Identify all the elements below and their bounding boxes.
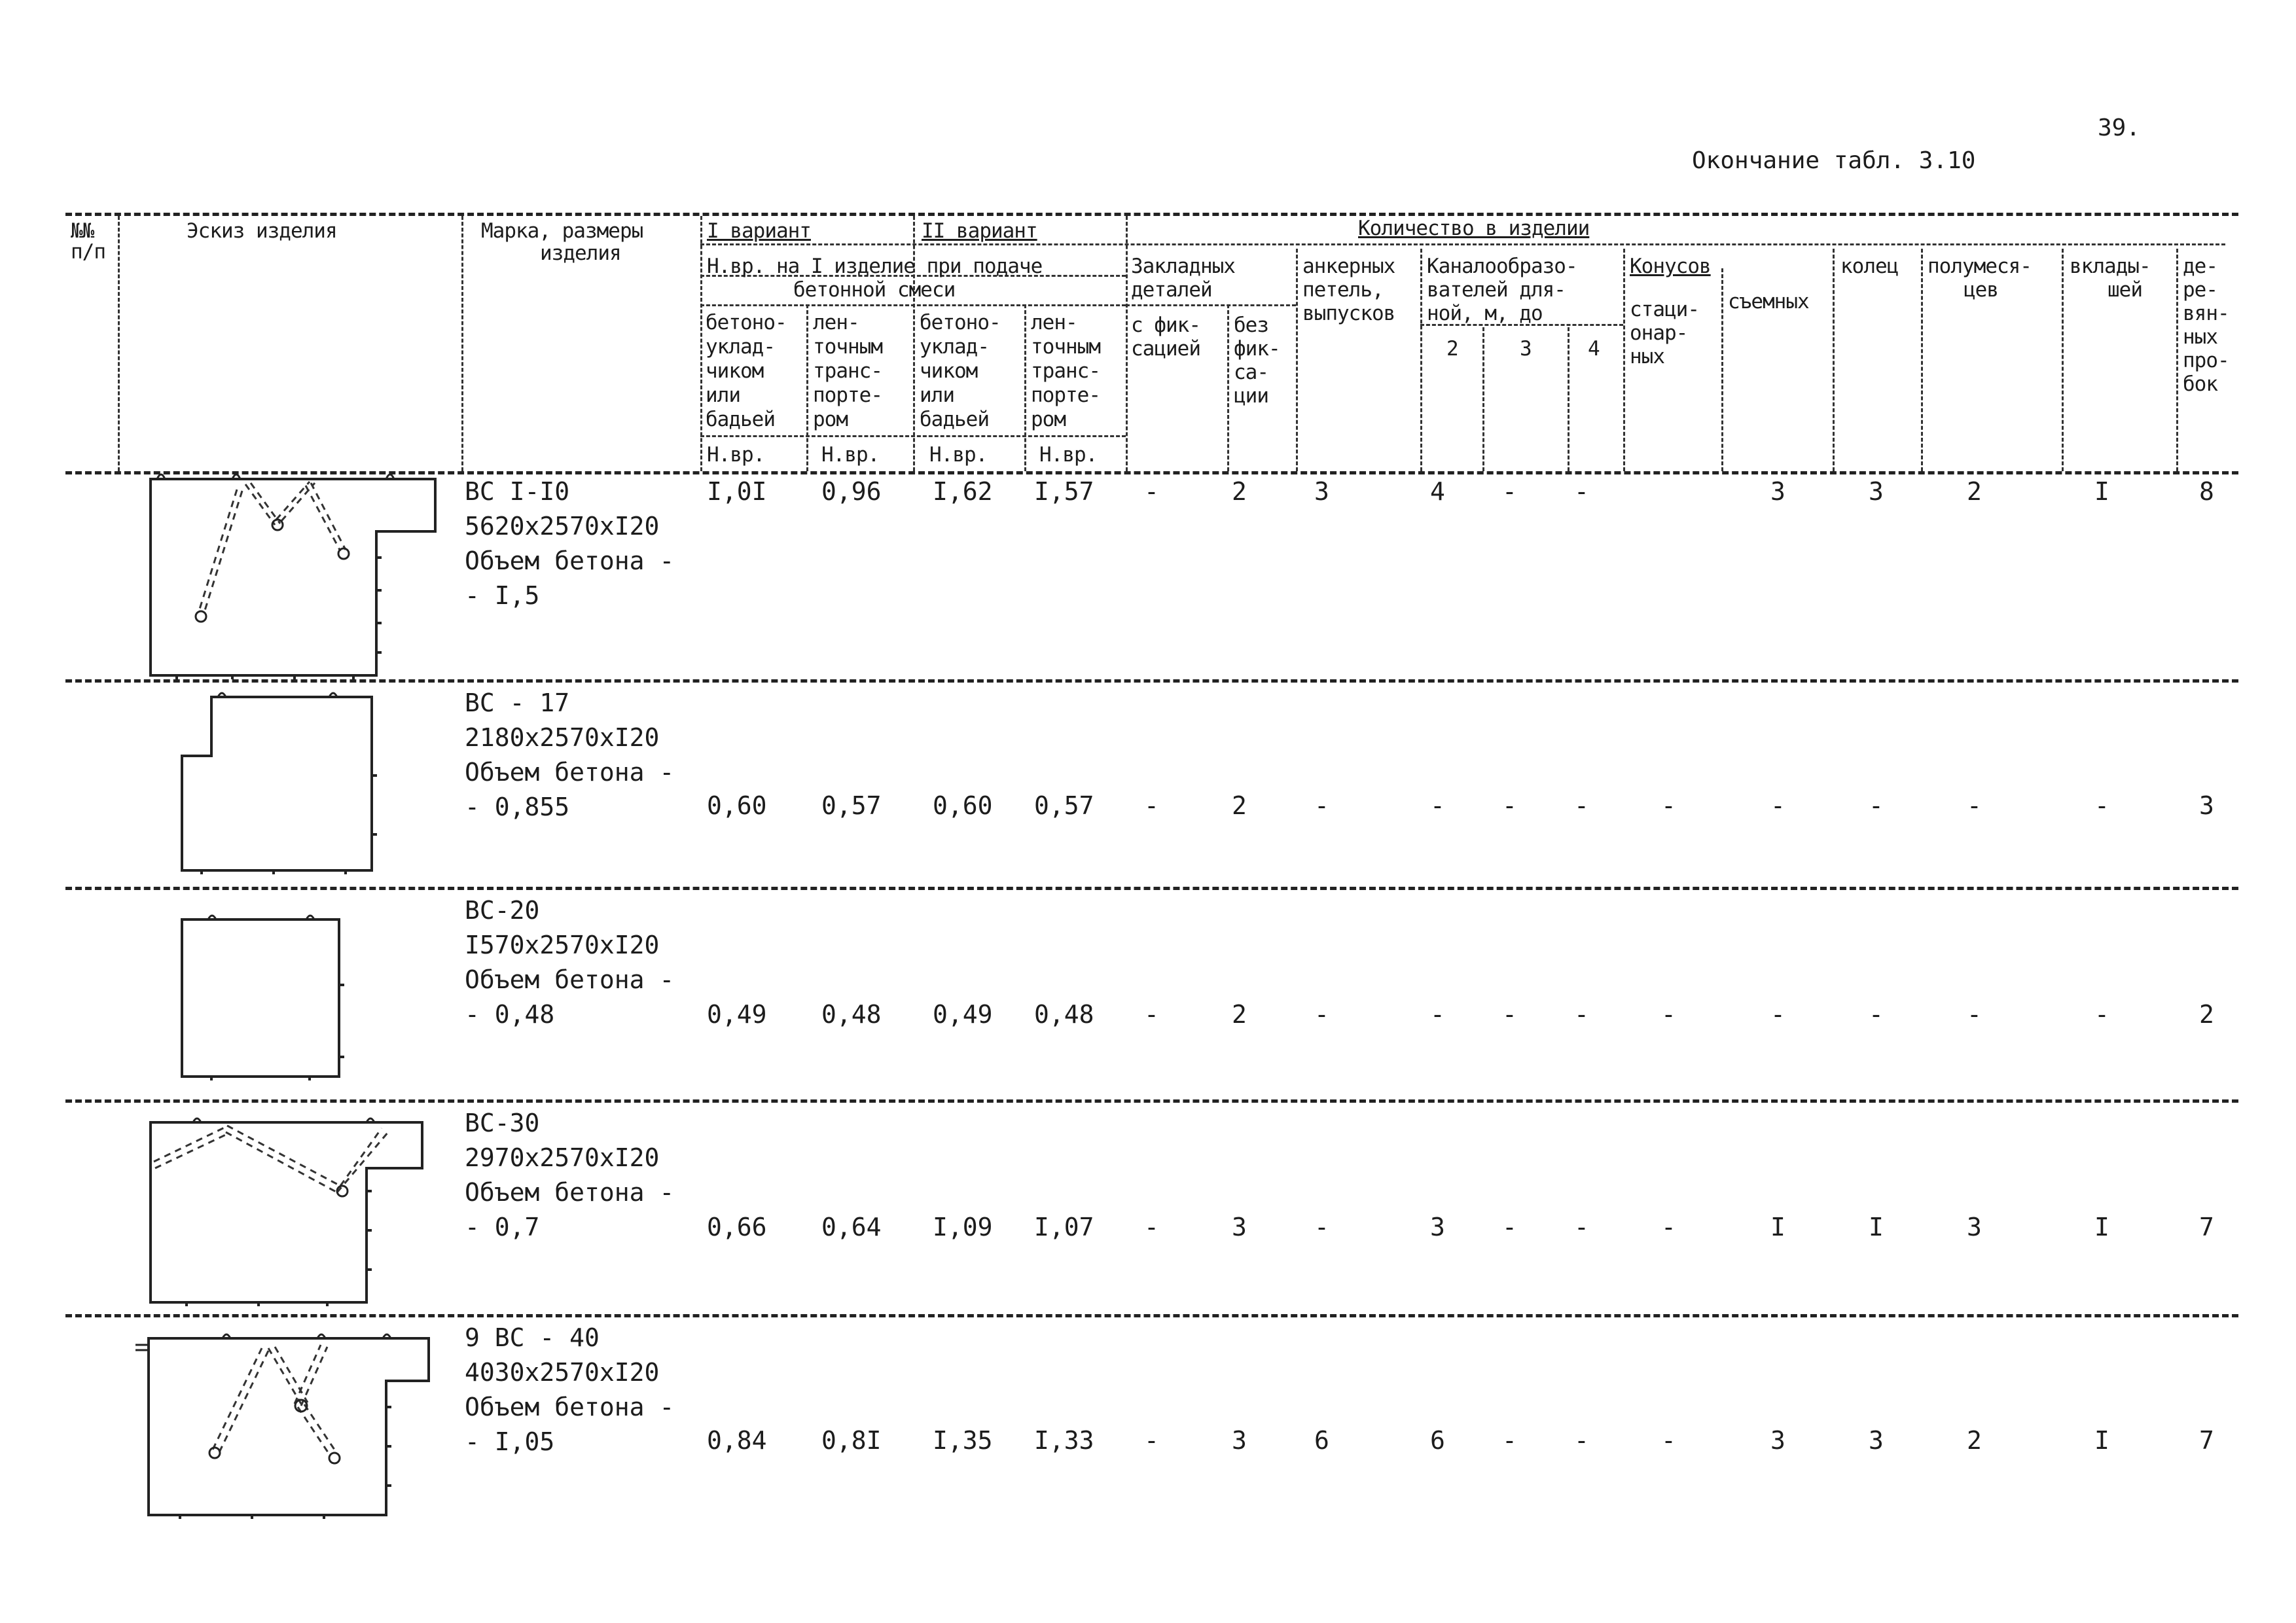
header-anchor: выпусков: [1302, 302, 1395, 325]
header-unit: Н.вр.: [707, 443, 765, 467]
header-no-fix: фик-: [1234, 337, 1280, 361]
header-with-fix-2: сацией: [1131, 337, 1200, 361]
col-rule: [700, 216, 702, 471]
cell: -: [1869, 1000, 1884, 1029]
header-wood-plugs-line: про-: [2183, 349, 2229, 372]
cell: -: [1661, 1213, 1676, 1241]
header-channel: ной, м, до: [1427, 302, 1543, 325]
header-channel-col: 4: [1588, 337, 1600, 361]
cell: -: [1144, 477, 1159, 506]
cell: I,62: [933, 477, 993, 506]
cell: -: [1314, 1000, 1329, 1029]
row-dimensions: 5620х2570хI20: [465, 512, 660, 541]
col-rule: [1126, 216, 1128, 471]
header-sub-b-line: ром: [813, 408, 848, 431]
header-cone: Конусов: [1630, 255, 1711, 278]
header-sub-b-line: точным: [813, 335, 882, 359]
cell: 7: [2199, 1426, 2214, 1455]
cell: 3: [1770, 1426, 1785, 1455]
cell: 3: [1967, 1213, 1982, 1241]
row-dimensions: 2970х2570хI20: [465, 1143, 660, 1172]
cell: -: [1661, 791, 1676, 820]
sketch-vs-1-10: [141, 466, 442, 682]
cell: 3: [1232, 1213, 1247, 1241]
col-rule: [1296, 249, 1298, 471]
cell: 0,57: [821, 791, 882, 820]
header-stationary: стаци-: [1630, 298, 1699, 321]
cell: 3: [1314, 477, 1329, 506]
cell: 0,49: [933, 1000, 993, 1029]
header-variant-1: I вариант: [707, 219, 811, 243]
sketch-vs-20: [175, 900, 352, 1083]
cell: 0,48: [1034, 1000, 1094, 1029]
header-rule-1: [700, 243, 2225, 245]
row-dimensions: I570х2570хI20: [465, 931, 660, 959]
cell: 3: [1869, 477, 1884, 506]
sketch-vs-17: [175, 684, 378, 883]
page-number: 39.: [2098, 115, 2141, 141]
header-mark-2: изделия: [540, 241, 621, 265]
header-wood-plugs-line: бок: [2183, 372, 2217, 396]
table-caption: Окончание табл. 3.10: [1692, 147, 1976, 174]
row-mark: ВС-20: [465, 896, 540, 925]
header-rule-4: [1126, 304, 1296, 306]
col-rule: [1721, 268, 1723, 471]
header-channel-col: 3: [1520, 337, 1532, 361]
header-stationary: ных: [1630, 345, 1664, 368]
cell: 3: [1232, 1426, 1247, 1455]
cell: I,0I: [707, 477, 767, 506]
col-rule: [1921, 249, 1923, 471]
cell: -: [1502, 477, 1517, 506]
header-channel: вателей для-: [1427, 278, 1566, 302]
cell: -: [1430, 1000, 1445, 1029]
header-sub-b-line: порте-: [813, 383, 882, 407]
cell: 3: [1430, 1213, 1445, 1241]
cell: I,33: [1034, 1426, 1094, 1455]
header-anchor: петель,: [1302, 278, 1384, 302]
row-mark: ВС I-I0: [465, 477, 570, 506]
header-sub-a-line: бадьей: [706, 408, 775, 431]
cell: 6: [1314, 1426, 1329, 1455]
header-unit: Н.вр.: [1039, 443, 1098, 467]
header-sub-c-line: или: [920, 383, 954, 407]
col-rule: [1833, 249, 1835, 471]
col-rule: [1568, 327, 1570, 471]
header-channel: Каналообразо-: [1427, 255, 1577, 278]
header-sub-a-line: уклад-: [706, 335, 775, 359]
row-volume-label: Объем бетона -: [465, 758, 675, 787]
header-inserts-1: вклады-: [2070, 255, 2151, 278]
row-rule-3: [65, 1099, 2238, 1103]
cell: -: [1502, 791, 1517, 820]
cell: -: [1314, 791, 1329, 820]
row-rule-4: [65, 1314, 2238, 1317]
cell: 2: [1967, 1426, 1982, 1455]
col-rule: [2176, 249, 2178, 471]
cell: 0,60: [707, 791, 767, 820]
cell: 0,66: [707, 1213, 767, 1241]
header-unit: Н.вр.: [929, 443, 988, 467]
header-wood-plugs-line: ре-: [2183, 278, 2217, 302]
header-sub-b-line: транс-: [813, 359, 882, 383]
cell: 0,57: [1034, 791, 1094, 820]
row-volume-label: Объем бетона -: [465, 1178, 675, 1207]
header-sub-a-line: бетоно-: [706, 311, 787, 334]
col-rule: [1420, 249, 1422, 471]
header-no-fix: ции: [1234, 384, 1268, 408]
table-top-rule: [65, 213, 2238, 216]
cell: -: [1574, 791, 1589, 820]
row-volume-label: Объем бетона -: [465, 1393, 675, 1421]
cell: -: [1967, 791, 1982, 820]
header-sub-b-line: лен-: [813, 311, 859, 334]
header-no-fix: са-: [1234, 361, 1268, 384]
header-wood-plugs-line: де-: [2183, 255, 2217, 278]
row-volume-label: Объем бетона -: [465, 546, 675, 575]
row-volume-value: - 0,7: [465, 1213, 540, 1241]
header-sub-d-line: точным: [1031, 335, 1100, 359]
row-dimensions: 2180х2570хI20: [465, 723, 660, 752]
header-stationary: онар-: [1630, 321, 1688, 345]
cell: 2: [1232, 477, 1247, 506]
col-rule: [1623, 249, 1625, 471]
col-rule: [2062, 249, 2064, 471]
header-concrete-mix: бетонной смеси: [793, 278, 956, 302]
header-sub-c-line: уклад-: [920, 335, 989, 359]
header-quantity: Количество в изделии: [1358, 217, 1590, 240]
header-mark-1: Марка, размеры: [481, 219, 643, 243]
cell: 2: [1232, 1000, 1247, 1029]
cell: 3: [1869, 1426, 1884, 1455]
cell: -: [1502, 1426, 1517, 1455]
header-wood-plugs-line: ных: [2183, 325, 2217, 349]
header-sub-d-line: лен-: [1031, 311, 1077, 334]
cell: 0,64: [821, 1213, 882, 1241]
cell: 3: [1770, 477, 1785, 506]
cell: I: [2094, 1213, 2109, 1241]
header-variant-2: II вариант: [922, 219, 1037, 243]
row-mark: ВС - 17: [465, 688, 570, 717]
cell: I: [1869, 1213, 1884, 1241]
cell: -: [1144, 1000, 1159, 1029]
header-inserts-2: шей: [2108, 278, 2142, 302]
row-volume-value: - I,05: [465, 1427, 555, 1456]
cell: I,09: [933, 1213, 993, 1241]
header-anchor: анкерных: [1302, 255, 1395, 278]
cell: 4: [1430, 477, 1445, 506]
cell: 3: [2199, 791, 2214, 820]
header-sub-a-line: чиком: [706, 359, 764, 383]
cell: -: [1430, 791, 1445, 820]
header-with-fix-1: с фик-: [1131, 313, 1200, 337]
cell: -: [1574, 1426, 1589, 1455]
col-rule: [461, 216, 463, 471]
cell: I,57: [1034, 477, 1094, 506]
header-half-moons-2: цев: [1964, 278, 1998, 302]
cell: 2: [1967, 477, 1982, 506]
cell: 7: [2199, 1213, 2214, 1241]
cell: -: [1661, 1426, 1676, 1455]
cell: -: [1502, 1000, 1517, 1029]
col-rule: [1227, 304, 1229, 471]
header-unit: Н.вр.: [821, 443, 880, 467]
cell: -: [1574, 1000, 1589, 1029]
cell: 0,48: [821, 1000, 882, 1029]
header-num-2: п/п: [71, 240, 105, 264]
row-volume-value: - 0,48: [465, 1000, 555, 1029]
cell: -: [1770, 1000, 1785, 1029]
cell: 0,84: [707, 1426, 767, 1455]
header-half-moons-1: полумеся-: [1928, 255, 2032, 278]
header-sub-c-line: чиком: [920, 359, 978, 383]
cell: -: [2094, 791, 2109, 820]
header-embedded-2: деталей: [1131, 278, 1212, 302]
cell: -: [2094, 1000, 2109, 1029]
header-removable: съемных: [1728, 290, 1809, 313]
cell: I: [2094, 477, 2109, 506]
header-embedded-1: Закладных: [1131, 255, 1235, 278]
header-rings: колец: [1840, 255, 1899, 278]
cell: -: [1967, 1000, 1982, 1029]
cell: -: [1770, 791, 1785, 820]
cell: -: [1574, 477, 1589, 506]
col-rule: [1024, 304, 1026, 471]
cell: -: [1574, 1213, 1589, 1241]
col-rule: [806, 304, 808, 471]
sketch-vs-30: [141, 1106, 429, 1309]
cell: 0,60: [933, 791, 993, 820]
cell: 2: [2199, 1000, 2214, 1029]
cell: I: [2094, 1426, 2109, 1455]
header-no-fix: без: [1234, 313, 1268, 337]
header-norm: Н.вр. на I изделие при подаче: [707, 255, 1043, 278]
header-sketch: Эскиз изделия: [187, 219, 337, 243]
cell: 2: [1232, 791, 1247, 820]
col-rule: [118, 216, 120, 471]
cell: -: [1869, 791, 1884, 820]
header-sub-a-line: или: [706, 383, 740, 407]
row-mark: 9 ВС - 40: [465, 1323, 600, 1352]
row-dimensions: 4030х2570хI20: [465, 1358, 660, 1387]
sketch-vs-40: [134, 1322, 435, 1522]
header-sub-c-line: бетоно-: [920, 311, 1001, 334]
cell: 6: [1430, 1426, 1445, 1455]
header-sub-d-line: порте-: [1031, 383, 1100, 407]
cell: I: [1770, 1213, 1785, 1241]
cell: 0,49: [707, 1000, 767, 1029]
header-sub-c-line: бадьей: [920, 408, 989, 431]
header-channel-col: 2: [1446, 337, 1458, 361]
cell: 8: [2199, 477, 2214, 506]
cell: 0,96: [821, 477, 882, 506]
col-rule: [1482, 327, 1484, 471]
cell: -: [1314, 1213, 1329, 1241]
row-volume-value: - 0,855: [465, 793, 570, 821]
cell: I,07: [1034, 1213, 1094, 1241]
cell: 0,8I: [821, 1426, 882, 1455]
header-num-1: №№: [71, 219, 94, 243]
cell: -: [1502, 1213, 1517, 1241]
cell: -: [1144, 1213, 1159, 1241]
header-sub-d-line: транс-: [1031, 359, 1100, 383]
row-mark: ВС-30: [465, 1109, 540, 1137]
row-rule-2: [65, 887, 2238, 890]
cell: I,35: [933, 1426, 993, 1455]
cell: -: [1144, 791, 1159, 820]
row-volume-label: Объем бетона -: [465, 965, 675, 994]
header-wood-plugs-line: вян-: [2183, 302, 2229, 325]
cell: -: [1661, 1000, 1676, 1029]
cell: -: [1144, 1426, 1159, 1455]
header-sub-d-line: ром: [1031, 408, 1066, 431]
row-volume-value: - I,5: [465, 581, 540, 610]
